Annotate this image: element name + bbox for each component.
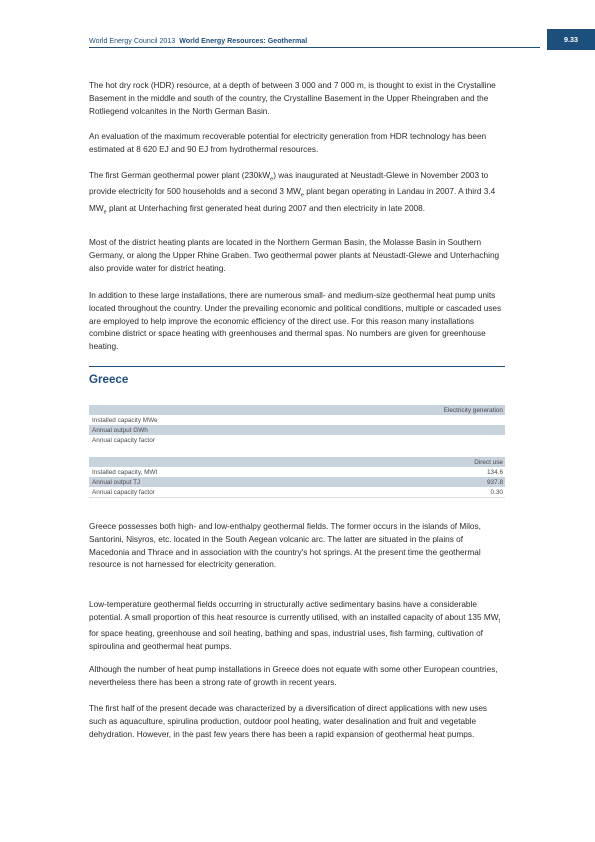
paragraph-heat-pump-growth: Although the number of heat pump installations in Greece does not equate with some other European countries, nevertheless there has been a strong rate of growth in recent years. [89,665,498,687]
paragraph-greece-fields: Greece possesses both high- and low-enthalpy geothermal fields. The former occurs in the islands of Milos, Santorini, Nisyros, etc. located in the South Aegean volcanic arc. The latter are situated in the plains of Macedonia and Thrace and in association with the country's hot springs. At the present time the geothermal resource is not harnessed for electricity generation. [89,522,481,570]
page-number: 9.33 [564,35,578,44]
paragraph-power-plants: The first German geothermal power plant $(230kW_e)$ was inaugurated at Neustadt-Glewe in November 2003 to provide electricity for 500 households and a second 3 $MW_e$ plant began operating in Landau in 2007. A third 3.4 $MW_e$ plant at Unterhaching first generated heat during 2007 and then electricity in late 2008. [89,171,496,216]
paragraph-heat-pumps: In addition to these large installations, there are numerous small- and medium-size geothermal heat pump units located throughout the country. Under the prevailing economic and political conditions, multiple or cascaded uses are employed to help improve the economic efficiency of the direct use. For this reason many installations combine district or space heating with greenhouses and thermal spas. No numbers are given for greenhouse heating. [89,291,502,352]
row-label: Annual output GWh [92,426,148,434]
section-divider [89,366,505,367]
row-label: Installed capacity, MWt [92,468,158,476]
direct-use-table [89,457,505,498]
section-title: Greece [89,373,129,386]
electricity-header: Electricity generation [443,406,503,414]
table-row [89,435,505,445]
paragraph-hdr-resource: The hot dry rock (HDR) resource, at a depth of between 3 000 and 7 000 m, is thought to exist in the Crystalline Basement in the middle and south of the country, the Crystalline Basement in the Upper Rheingraben and the Rotliegend volcanites in the North German Basin. [89,81,496,116]
row-label: Annual capacity factor [92,488,155,496]
electricity-table [89,405,505,445]
paragraph-hdr-potential: An evaluation of the maximum recoverable potential for electricity generation from HDR technology has been estimated at 8 620 EJ and 90 EJ from hydrothermal resources. [89,132,487,154]
row-label: Annual output TJ [92,478,141,486]
report-title: World Energy Resources: Geothermal [179,37,308,45]
electricity-header-row [89,405,505,415]
running-header [89,37,547,45]
row-value: 0.30 [490,488,503,496]
row-value: 134.6 [487,468,503,476]
row-value: 937.8 [487,478,503,486]
row-label: Annual capacity factor [92,436,155,444]
table-row [89,415,505,425]
row-label: Installed capacity MWe [92,416,158,424]
paragraph-diversification: The first half of the present decade was characterized by a diversification of direct applications with new uses such as aquaculture, spirulina production, outdoor pool heating, water desalination and fruit and vegetable dehydration. However, in the past few years there has been a rapid expansion of geothermal heat pumps. [89,704,488,739]
publisher-label: World Energy Council 2013 [89,37,176,45]
direct-use-header: Direct use [474,458,503,466]
table-row [89,425,505,435]
table-row [89,467,505,477]
header-divider [89,47,540,48]
table-row [89,487,505,497]
table-bottom-rule [89,497,505,498]
direct-use-header-row [89,457,505,467]
page-number-tab [547,29,595,50]
paragraph-low-temperature: Low-temperature geothermal fields occurring in structurally active sedimentary basins have a considerable potential. A small proportion of this heat resource is currently utilised, with an installed capacity of about 135 $MW_t$ for space heating, greenhouse and soil heating, bathing and spas, industrial uses, fish farming, cultivation of spiroulina and geothermal heat pumps. [89,600,501,652]
paragraph-district-heating: Most of the district heating plants are located in the Northern German Basin, the Molasse Basin in Southern Germany, or along the Upper Rhine Graben. Two geothermal power plants at Neustadt-Glewe and Unterhaching also provide water for district heating. [89,238,500,273]
table-row [89,477,505,487]
